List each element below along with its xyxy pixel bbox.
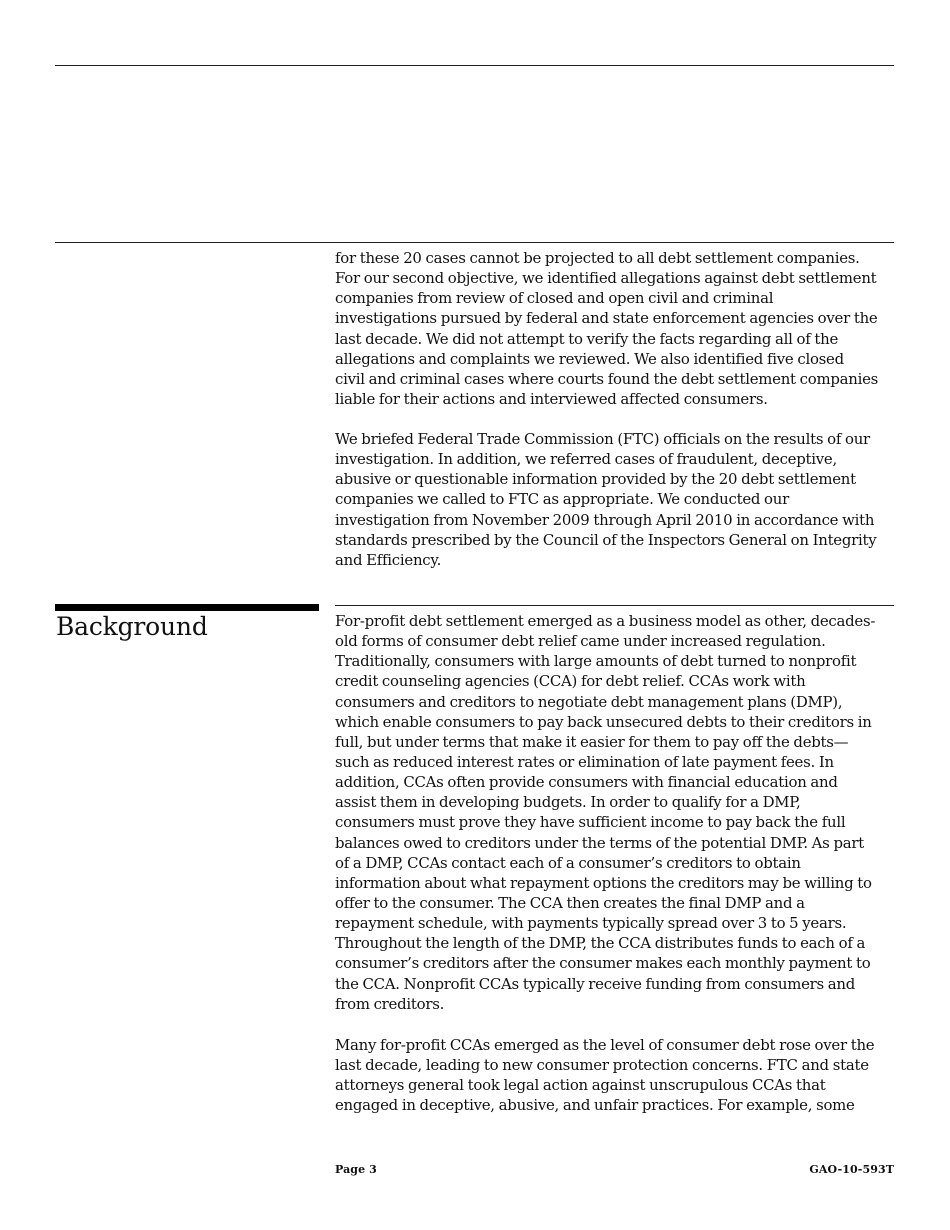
text-line: standards prescribed by the Council of the Inspectors General on Integrity [335,530,877,549]
text-line: attorneys general took legal action against unscrupulous CCAs that [335,1076,826,1095]
text-line: investigations pursued by federal and state enforcement agencies over the [335,309,878,328]
text-line: such as reduced interest rates or elimination of late payment fees. In [335,752,834,771]
text-line: companies from review of closed and open civil and criminal [335,289,774,308]
footer-report-id: GAO-10-593T [809,1163,894,1176]
section-heading: Background [56,612,208,641]
text-line: companies we called to FTC as appropriate. We conducted our [335,490,789,509]
text-line: last decade. We did not attempt to verify the facts regarding all of the [335,329,839,348]
text-line: for these 20 cases cannot be projected to all debt settlement companies. [335,249,860,267]
background-paragraph-2 [335,1035,897,1116]
text-line: Traditionally, consumers with large amounts of debt turned to nonprofit [335,652,857,671]
text-line: assist them in developing budgets. In order to qualify for a DMP, [335,793,801,812]
text-line: consumers and creditors to negotiate debt management plans (DMP), [335,692,843,711]
text-line: civil and criminal cases where courts found the debt settlement companies [335,369,879,388]
text-line: offer to the consumer. The CCA then creates the final DMP and a [335,893,805,912]
body-paragraph [335,248,897,409]
text-line: allegations and complaints we reviewed. We also identified five closed [335,349,844,368]
header-rule [55,65,894,66]
text-line: and Efficiency. [335,550,442,569]
text-line: which enable consumers to pay back unsecured debts to their creditors in [335,712,872,731]
text-line: consumers must prove they have sufficient income to pay back the full [335,813,846,832]
background-paragraph-1 [335,611,897,1014]
footer-page-number: Page 3 [335,1163,377,1176]
text-line: For-profit debt settlement emerged as a business model as other, decades- [335,612,876,630]
section-divider-rule [55,242,894,243]
body-paragraph [335,1035,897,1116]
text-line: engaged in deceptive, abusive, and unfair practices. For example, some [335,1096,855,1115]
background-heading-bar [55,604,319,611]
text-line: information about what repayment options the creditors may be willing to [335,873,872,892]
text-line: investigation from November 2009 through April 2010 in accordance with [335,510,875,529]
text-line: full, but under terms that make it easier for them to pay off the debts— [335,732,849,751]
text-line: investigation. In addition, we referred cases of fraudulent, deceptive, [335,450,837,469]
text-line: abusive or questionable information provided by the 20 debt settlement [335,470,856,489]
methodology-continued [335,248,897,409]
text-line: Throughout the length of the DMP, the CCA distributes funds to each of a [335,934,866,953]
text-line: repayment schedule, with payments typically spread over 3 to 5 years. [335,914,847,933]
text-line: old forms of consumer debt relief came under increased regulation. [335,632,826,651]
text-line: the CCA. Nonprofit CCAs typically receive funding from consumers and [335,974,856,993]
text-line: credit counseling agencies (CCA) for debt relief. CCAs work with [335,672,806,691]
body-paragraph [335,611,897,1014]
text-line: For our second objective, we identified allegations against debt settlement [335,269,877,288]
text-line: We briefed Federal Trade Commission (FTC) officials on the results of our [335,430,870,448]
methodology-ftc-briefing [335,429,897,570]
text-line: from creditors. [335,994,445,1013]
text-line: last decade, leading to new consumer protection concerns. FTC and state [335,1056,869,1075]
text-line: balances owed to creditors under the terms of the potential DMP. As part [335,833,864,852]
text-line: addition, CCAs often provide consumers with financial education and [335,773,838,792]
text-line: consumer’s creditors after the consumer makes each monthly payment to [335,954,871,973]
background-text-rule [335,605,894,606]
body-paragraph [335,429,897,570]
text-line: Many for-profit CCAs emerged as the level of consumer debt rose over the [335,1036,875,1054]
text-line: of a DMP, CCAs contact each of a consumer’s creditors to obtain [335,853,801,872]
text-line: liable for their actions and interviewed affected consumers. [335,389,768,408]
